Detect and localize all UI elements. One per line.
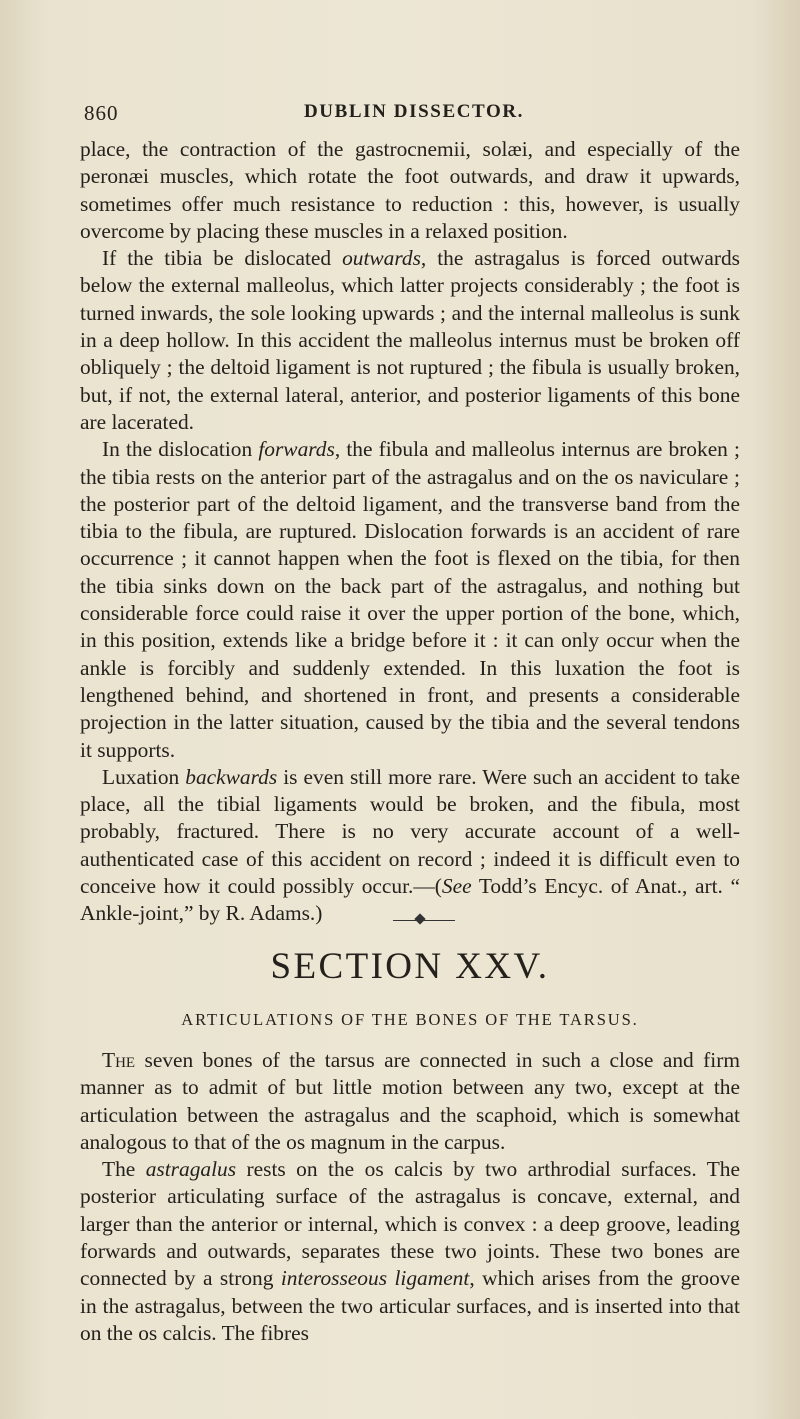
paragraph-text: , the fibula and malleolus internus are broken ; the tibia rests on the anterior part of the astragalus and on the os naviculare ; the posterior part of the deltoid ligament, and the transverse band from the tibia to the fibula, are ruptured. Dislocation forwards is an accident of rare occurrence ; it cannot happen when the foot is flexed on the tibia, for then the tibia sinks down on the back part of the astragalus, and nothing but considerable force could raise it over the upper portion of the bone, which, in this position, extends like a bridge before it : it can only occur when the ankle is forcibly and suddenly extended. In this luxation the foot is lengthened behind, and shortened in front, and presents a considerable projection in the latter situation, caused by the tibia and the several tendons it supports.	[80, 437, 740, 762]
paragraph-text: place, the contraction of the gastrocnemii, solæi, and especially of the peronæi muscles, which rotate the foot outwards, and draw it upwards, sometimes offer much resistance to reduction : this, however, is usually overcome by placing these muscles in a relaxed position.	[80, 137, 740, 243]
paragraph-text: The	[102, 1157, 146, 1182]
section-subtitle: ARTICULATIONS OF THE BONES OF THE TARSUS.	[181, 1010, 639, 1029]
emphasis-term: interosseous ligament	[280, 1266, 470, 1291]
section-text	[80, 1047, 740, 1347]
emphasis-term: See	[441, 874, 472, 899]
page-number: 860	[84, 101, 119, 125]
paragraph-text: , the astragalus is forced outwards below the external malleolus, which latter projects considerably ; the foot is turned inwards, the sole looking upwards ; and the internal malleolus is sunk in a deep hollow. In this accident the malleolus internus must be broken off obliquely ; the deltoid ligament is not ruptured ; the fibula is usually broken, but, if not, the external lateral, anterior, and posterior ligaments of this bone are lacerated.	[80, 246, 740, 434]
page-header	[84, 101, 744, 131]
paragraph-astragalus	[80, 1156, 740, 1347]
paragraph-dislocation-forwards	[80, 436, 740, 764]
paragraph-text: , which arises from the groove in the astragalus, between the two articular surfaces, and is inserted into that on the os calcis. The fibres	[80, 1266, 740, 1345]
emphasis-term: forwards	[258, 437, 335, 462]
paragraph-text: is even still more rare. Were such an accident to take place, all the tibial ligaments would be broken, and the fibula, most probably, fractured. There is no very accurate account of a well-authenticated case of this accident on record ; indeed it is difficult even to conceive how it could possibly occur.—(	[80, 764, 741, 899]
paragraph-reduction	[80, 136, 740, 245]
paragraph-luxation-backwards	[80, 764, 740, 928]
lead-word: The	[102, 1048, 136, 1072]
section-divider-ornament	[385, 907, 485, 937]
running-head: DUBLIN DISSECTOR.	[303, 101, 525, 122]
diamond-icon	[414, 913, 425, 924]
emphasis-term: outwards	[342, 246, 421, 271]
emphasis-term: backwards	[185, 764, 278, 789]
main-text	[80, 136, 740, 928]
section-title: SECTION XXV.	[270, 946, 550, 987]
paragraph-text: Todd’s Encyc. of Anat., art. “ Ankle-joint,” by R. Adams.)	[80, 874, 740, 926]
paragraph-text: seven bones of the tarsus are connected in such a close and firm manner as to admit of but little motion between any two, except at the articulation between the astragalus and the scaphoid, which is somewhat analogous to that of the os magnum in the carpus.	[80, 1048, 740, 1154]
paragraph-tarsus-intro	[80, 1047, 740, 1156]
emphasis-term: astragalus	[145, 1157, 237, 1182]
paragraph-text: In the dislocation	[102, 437, 259, 462]
paragraph-text: If the tibia be dislocated	[102, 246, 343, 271]
paragraph-dislocation-outwards	[80, 245, 740, 436]
paragraph-text: rests on the os calcis by two arthrodial surfaces. The posterior articulating surface of the astragalus is concave, external, and larger than the anterior or internal, which is convex : a deep groove, leading forwards and outwards, separates these two joints. These two bones are connected by a strong	[80, 1157, 740, 1291]
paragraph-text: Luxation	[102, 764, 186, 789]
